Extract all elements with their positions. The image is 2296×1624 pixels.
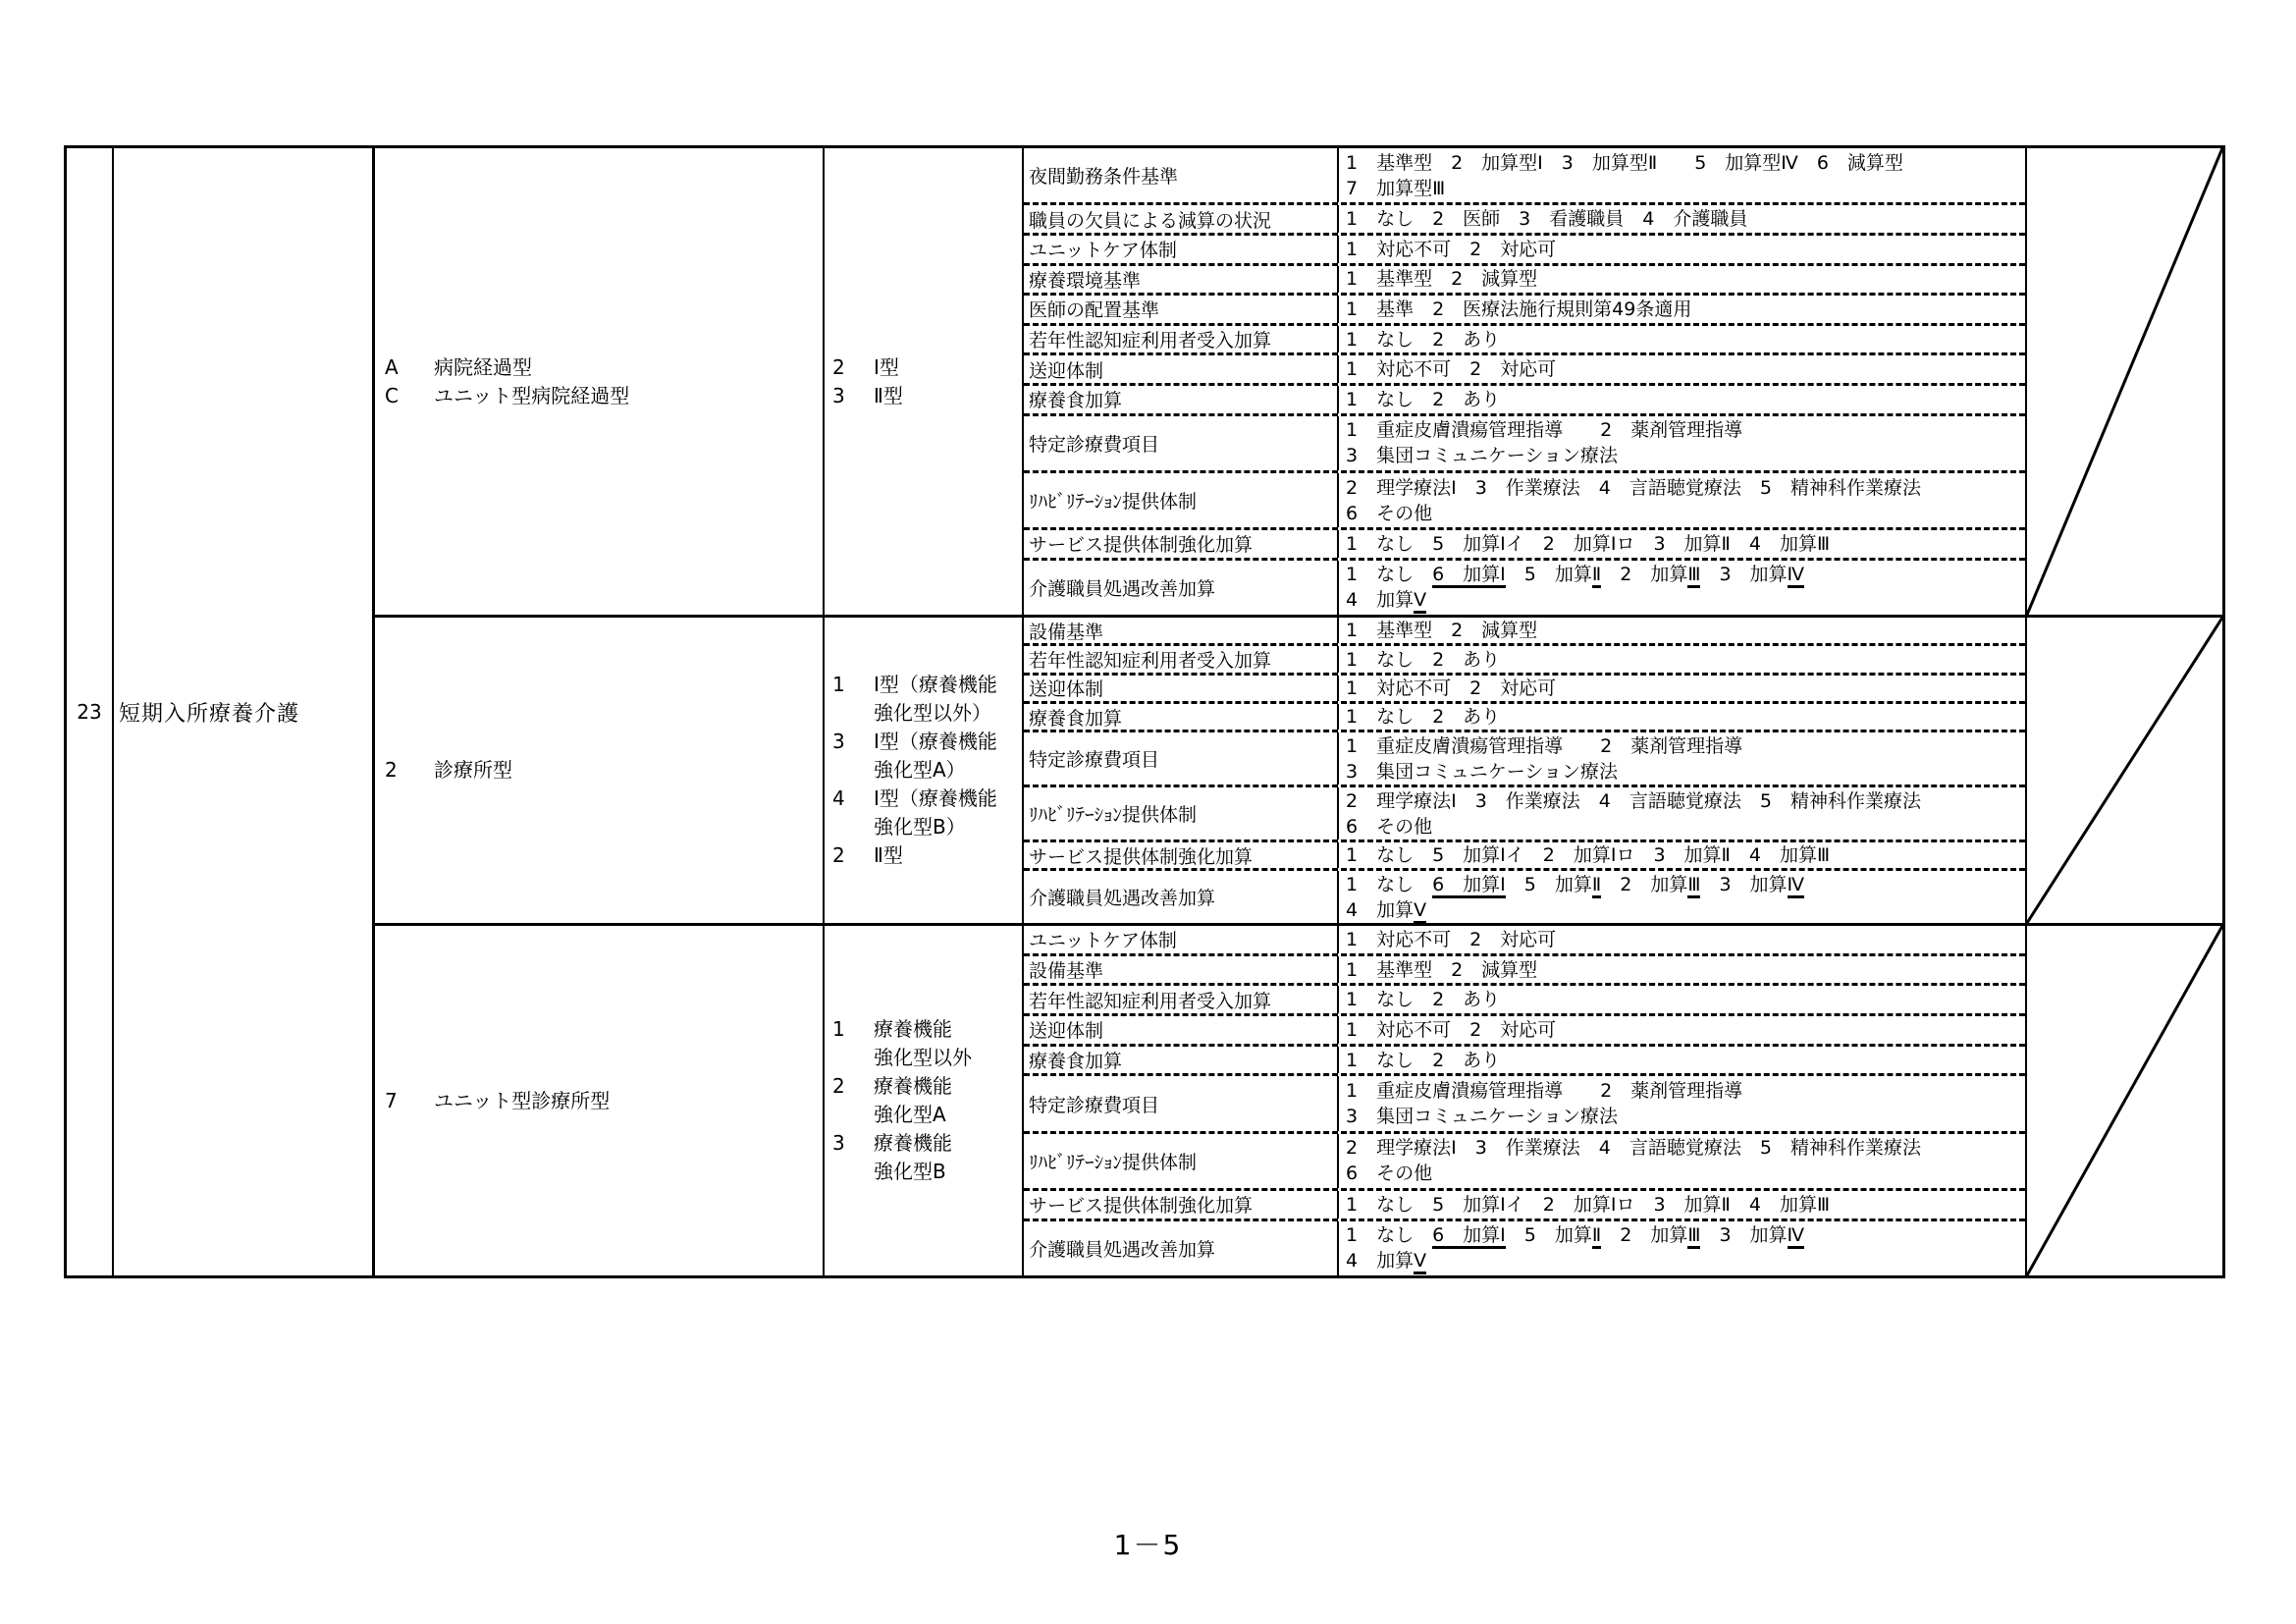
options-segment: 1 基準型 2 減算型	[1346, 958, 1538, 981]
line-text: 診療所型	[434, 758, 512, 782]
options-line	[1346, 987, 2025, 1012]
item-options	[1339, 646, 2025, 672]
item-name: 療養食加算	[1024, 704, 1339, 730]
item-options	[1339, 1221, 2025, 1275]
options-line	[1346, 237, 2025, 262]
labeled-line	[832, 728, 1022, 756]
item-options	[1339, 530, 2025, 558]
options-line	[1346, 676, 2025, 701]
line-number: 7	[385, 1088, 398, 1112]
options-line	[1346, 327, 2025, 352]
labeled-line	[832, 1015, 1022, 1044]
line-text: Ⅰ型（療養機能	[874, 786, 997, 810]
item-name: サービス提供体制強化加算	[1024, 842, 1339, 868]
labeled-line	[832, 785, 1022, 813]
options-segment: 1 なし 5 加算Ⅰイ 2 加算Ⅰロ 3 加算Ⅱ 4 加算Ⅲ	[1346, 532, 1831, 555]
options-segment: Ⅲ	[1687, 564, 1700, 588]
labeled-line	[832, 1072, 1022, 1101]
table-row	[1024, 926, 2025, 953]
line-text: Ⅱ型	[874, 383, 903, 407]
options-segment: 4 加算	[1346, 1250, 1415, 1272]
item-options	[1339, 355, 2025, 383]
item-name: 送迎体制	[1024, 355, 1339, 383]
options-segment: 1 対応不可 2 対応可	[1346, 238, 1557, 260]
line-number: 2	[385, 758, 398, 782]
item-options	[1339, 676, 2025, 701]
service-table	[64, 145, 2225, 1278]
labeled-line	[832, 1101, 1022, 1129]
item-options	[1339, 956, 2025, 984]
line-text: 強化型以外	[874, 1046, 972, 1069]
item-options	[1339, 1134, 2025, 1188]
options-line	[1346, 1222, 2025, 1248]
table-row	[1024, 983, 2025, 1013]
options-segment: 1 なし 5 加算Ⅰイ 2 加算Ⅰロ 3 加算Ⅱ 4 加算Ⅲ	[1346, 844, 1831, 867]
options-segment: 1 なし 2 あり	[1346, 648, 1501, 671]
facility-type-cell	[375, 926, 825, 1275]
options-line	[1346, 704, 2025, 730]
options-segment: 6 加算Ⅰ	[1432, 1224, 1506, 1249]
table-row	[1024, 383, 2025, 413]
options-segment: 6 その他	[1346, 502, 1433, 524]
labeled-line	[385, 353, 823, 382]
options-line	[1346, 206, 2025, 232]
options-segment: 1 なし 2 あり	[1346, 388, 1501, 410]
item-rows	[1024, 926, 2027, 1275]
table-row	[1024, 1013, 2025, 1044]
table-row	[1024, 1218, 2025, 1275]
options-line	[1346, 562, 2025, 587]
labeled-line	[832, 699, 1022, 728]
options-line	[1346, 647, 2025, 673]
options-segment: 1 基準 2 医療法施行規則第49条適用	[1346, 298, 1692, 320]
table-row	[1024, 558, 2025, 615]
item-options	[1339, 1047, 2025, 1074]
diagonal-line	[2027, 618, 2222, 923]
labeled-line	[832, 841, 1022, 870]
table-row	[1024, 470, 2025, 527]
labeled-line	[832, 756, 1022, 785]
line-text: 療養機能	[874, 1017, 952, 1041]
line-number: 4	[832, 786, 845, 810]
options-line	[1346, 150, 2025, 176]
options-segment: 1 なし 2 医師 3 看護職員 4 介護職員	[1346, 208, 1748, 231]
line-number: 3	[832, 383, 845, 407]
labeled-line	[832, 1044, 1022, 1072]
facility-type-cell	[375, 148, 825, 615]
options-segment: Ⅳ	[1788, 1224, 1805, 1249]
table-row	[1024, 618, 2025, 643]
options-line	[1346, 759, 2025, 785]
options-line	[1346, 1192, 2025, 1218]
labeled-line	[385, 382, 823, 410]
item-options	[1339, 732, 2025, 785]
subtype-cell	[825, 926, 1024, 1275]
item-name: 介護職員処遇改善加算	[1024, 1221, 1339, 1275]
table-row	[1024, 730, 2025, 785]
item-options	[1339, 266, 2025, 294]
line-number: 1	[832, 1017, 845, 1041]
line-number: 1	[832, 673, 845, 696]
line-number: 2	[832, 354, 845, 379]
options-segment: 1 重症皮膚潰瘍管理指導 2 薬剤管理指導	[1346, 734, 1743, 757]
options-line	[1346, 957, 2025, 983]
subtype-cell	[825, 148, 1024, 615]
item-name: 送迎体制	[1024, 1016, 1339, 1044]
line-number: C	[385, 383, 399, 407]
table-row	[1024, 233, 2025, 263]
options-segment: 1 重症皮膚潰瘍管理指導 2 薬剤管理指導	[1346, 1080, 1743, 1103]
options-line	[1346, 897, 2025, 923]
options-segment: 7 加算型Ⅲ	[1346, 177, 1446, 199]
table-row	[1024, 148, 2025, 202]
item-options	[1339, 842, 2025, 868]
line-number	[832, 699, 874, 728]
item-name: 療養食加算	[1024, 386, 1339, 413]
item-options	[1339, 704, 2025, 730]
line-number	[832, 1101, 874, 1129]
item-options	[1339, 561, 2025, 615]
options-line	[1346, 531, 2025, 557]
labeled-line	[832, 1158, 1022, 1186]
item-options	[1339, 618, 2025, 643]
line-text: 強化型A）	[874, 758, 966, 782]
sections-area	[375, 148, 2222, 1275]
labeled-line	[832, 1129, 1022, 1158]
item-name: サービス提供体制強化加算	[1024, 530, 1339, 558]
item-name: 若年性認知症利用者受入加算	[1024, 986, 1339, 1013]
options-segment: 3 加算	[1700, 873, 1788, 895]
options-segment: 6 その他	[1346, 815, 1433, 838]
line-text: 病院経過型	[434, 354, 532, 379]
table-row	[1024, 839, 2025, 868]
table-row	[1024, 868, 2025, 923]
item-name: 特定診療費項目	[1024, 416, 1339, 470]
item-options	[1339, 236, 2025, 263]
table-row	[1024, 643, 2025, 672]
options-line	[1346, 1135, 2025, 1161]
item-name: 職員の欠員による減算の状況	[1024, 205, 1339, 233]
options-segment: 1 なし 2 あり	[1346, 328, 1501, 351]
options-line	[1346, 176, 2025, 201]
table-row	[1024, 953, 2025, 984]
options-line	[1346, 927, 2025, 952]
options-segment: 1 なし 2 あり	[1346, 1049, 1501, 1071]
options-segment: 6 その他	[1346, 1163, 1433, 1185]
options-segment: 3 集団コミュニケーション療法	[1346, 760, 1618, 783]
options-segment: Ⅲ	[1687, 874, 1700, 898]
item-options	[1339, 986, 2025, 1013]
options-line	[1346, 842, 2025, 868]
options-segment: 3 加算	[1700, 564, 1788, 586]
table-row	[1024, 1073, 2025, 1130]
item-name: ﾘﾊﾋﾞﾘﾃｰｼｮﾝ提供体制	[1024, 473, 1339, 527]
line-text: 強化型以外）	[874, 701, 991, 725]
diagonal-cell	[2027, 926, 2222, 1275]
table-row	[1024, 785, 2025, 839]
item-options	[1339, 326, 2025, 353]
item-name: 設備基準	[1024, 618, 1339, 643]
options-segment: 4 加算	[1346, 589, 1415, 612]
options-segment: 1 対応不可 2 対応可	[1346, 1018, 1557, 1041]
options-segment: 2 理学療法Ⅰ 3 作業療法 4 言語聴覚療法 5 精神科作業療法	[1346, 789, 1921, 812]
service-name: 短期入所療養介護	[114, 148, 375, 1275]
table-row	[1024, 673, 2025, 701]
item-name: 設備基準	[1024, 956, 1339, 984]
options-segment: Ⅳ	[1788, 874, 1805, 898]
options-segment: Ⅴ	[1414, 589, 1426, 614]
labeled-line	[385, 1087, 823, 1115]
line-number: 3	[832, 1131, 845, 1155]
options-segment: 2 加算	[1601, 564, 1688, 586]
table-row	[1024, 527, 2025, 558]
service-section	[375, 923, 2222, 1275]
table-row	[1024, 202, 2025, 233]
options-segment: 3 加算	[1700, 1224, 1788, 1247]
options-line	[1346, 297, 2025, 322]
table-row	[1024, 1131, 2025, 1188]
options-segment: Ⅴ	[1414, 899, 1426, 923]
options-segment: Ⅴ	[1414, 1250, 1426, 1274]
options-segment: Ⅱ	[1592, 874, 1601, 898]
item-name: 介護職員処遇改善加算	[1024, 871, 1339, 923]
line-text: ユニット型病院経過型	[434, 383, 630, 407]
options-line	[1346, 475, 2025, 501]
labeled-line	[385, 756, 823, 785]
item-options	[1339, 386, 2025, 413]
options-segment: 1 なし 2 あり	[1346, 989, 1501, 1011]
options-line	[1346, 387, 2025, 412]
line-number	[832, 1044, 874, 1072]
options-segment: 5 加算	[1505, 873, 1592, 895]
line-number: 2	[832, 843, 845, 867]
options-line	[1346, 417, 2025, 443]
options-segment: 1 対応不可 2 対応可	[1346, 928, 1557, 950]
item-options	[1339, 416, 2025, 470]
table-row	[1024, 323, 2025, 353]
service-section	[375, 148, 2222, 615]
options-segment: 2 理学療法Ⅰ 3 作業療法 4 言語聴覚療法 5 精神科作業療法	[1346, 476, 1921, 499]
labeled-line	[832, 353, 1022, 382]
item-name: 療養環境基準	[1024, 266, 1339, 294]
options-segment: 5 加算	[1505, 1224, 1592, 1247]
options-segment: 3 集団コミュニケーション療法	[1346, 1106, 1618, 1128]
options-line	[1346, 501, 2025, 526]
options-line	[1346, 1248, 2025, 1273]
diagonal-line	[2027, 926, 2222, 1275]
options-segment: Ⅱ	[1592, 564, 1601, 588]
item-options	[1339, 296, 2025, 323]
options-segment: Ⅲ	[1687, 1224, 1700, 1249]
options-line	[1346, 266, 2025, 292]
options-segment: 1 重症皮膚潰瘍管理指導 2 薬剤管理指導	[1346, 419, 1743, 442]
options-segment: 2 理学療法Ⅰ 3 作業療法 4 言語聴覚療法 5 精神科作業療法	[1346, 1137, 1921, 1160]
item-name: 特定診療費項目	[1024, 732, 1339, 785]
item-options	[1339, 1191, 2025, 1218]
labeled-line	[832, 813, 1022, 841]
diagonal-line	[2027, 148, 2222, 615]
options-line	[1346, 587, 2025, 613]
options-line	[1346, 1017, 2025, 1043]
item-name: ユニットケア体制	[1024, 236, 1339, 263]
item-rows	[1024, 148, 2027, 615]
item-name: サービス提供体制強化加算	[1024, 1191, 1339, 1218]
item-options	[1339, 787, 2025, 839]
options-segment: 2 加算	[1601, 873, 1688, 895]
line-text: ユニット型診療所型	[434, 1088, 611, 1112]
line-number	[832, 1158, 874, 1186]
item-name: ﾘﾊﾋﾞﾘﾃｰｼｮﾝ提供体制	[1024, 787, 1339, 839]
line-number	[832, 813, 874, 841]
options-segment: 1 対応不可 2 対応可	[1346, 677, 1557, 699]
item-name: 特定診療費項目	[1024, 1076, 1339, 1130]
item-options	[1339, 473, 2025, 527]
options-segment: Ⅱ	[1592, 1224, 1601, 1249]
options-line	[1346, 1048, 2025, 1073]
options-line	[1346, 356, 2025, 382]
line-text: 強化型B	[874, 1160, 946, 1183]
item-name: 介護職員処遇改善加算	[1024, 561, 1339, 615]
options-segment: 6 加算Ⅰ	[1432, 564, 1506, 588]
line-text: Ⅰ型（療養機能	[874, 673, 997, 696]
item-options	[1339, 926, 2025, 953]
options-line	[1346, 443, 2025, 468]
line-text: Ⅱ型	[874, 843, 903, 867]
options-segment: 6 加算Ⅰ	[1432, 874, 1506, 898]
options-segment: 1 なし 5 加算Ⅰイ 2 加算Ⅰロ 3 加算Ⅱ 4 加算Ⅲ	[1346, 1193, 1831, 1216]
item-name: 療養食加算	[1024, 1047, 1339, 1074]
options-line	[1346, 733, 2025, 759]
options-segment: 1 なし 2 あり	[1346, 706, 1501, 729]
options-line	[1346, 618, 2025, 643]
item-options	[1339, 1016, 2025, 1044]
line-number: 3	[832, 730, 845, 753]
item-options	[1339, 871, 2025, 923]
labeled-line	[832, 671, 1022, 699]
options-segment: 2 加算	[1601, 1224, 1688, 1247]
item-name: 若年性認知症利用者受入加算	[1024, 646, 1339, 672]
item-name: 送迎体制	[1024, 676, 1339, 701]
options-line	[1346, 872, 2025, 897]
table-row	[1024, 293, 2025, 323]
options-segment: 1 なし	[1346, 873, 1433, 895]
diagonal-cell	[2027, 148, 2222, 615]
line-number: A	[385, 354, 399, 379]
options-line	[1346, 788, 2025, 814]
options-segment: 4 加算	[1346, 898, 1415, 921]
line-text: 強化型B）	[874, 815, 966, 839]
line-text: Ⅰ型	[874, 354, 899, 379]
line-text: 療養機能	[874, 1131, 952, 1155]
diagonal-cell	[2027, 618, 2222, 923]
item-name: 夜間勤務条件基準	[1024, 148, 1339, 202]
table-row	[1024, 352, 2025, 383]
page-number: 1－5	[1113, 1529, 1183, 1561]
line-text: Ⅰ型（療養機能	[874, 730, 997, 753]
service-section	[375, 615, 2222, 923]
table-row	[1024, 1188, 2025, 1218]
options-segment: 1 対応不可 2 対応可	[1346, 358, 1557, 381]
line-text: 強化型A	[874, 1103, 946, 1126]
labeled-line	[832, 382, 1022, 410]
item-name: 医師の配置基準	[1024, 296, 1339, 323]
item-name: ユニットケア体制	[1024, 926, 1339, 953]
options-line	[1346, 1104, 2025, 1129]
item-rows	[1024, 618, 2027, 923]
line-text: 療養機能	[874, 1074, 952, 1098]
table-row	[1024, 263, 2025, 294]
item-options	[1339, 1076, 2025, 1130]
options-segment: 1 なし	[1346, 1224, 1433, 1247]
facility-type-cell	[375, 618, 825, 923]
options-segment: 1 なし	[1346, 564, 1433, 586]
options-segment: 1 基準型 2 減算型	[1346, 268, 1538, 291]
options-segment: 1 基準型 2 減算型	[1346, 620, 1538, 642]
line-number: 2	[832, 1074, 845, 1098]
item-options	[1339, 148, 2025, 202]
options-segment: 5 加算	[1505, 564, 1592, 586]
item-name: 若年性認知症利用者受入加算	[1024, 326, 1339, 353]
table-row	[1024, 701, 2025, 730]
options-segment: Ⅳ	[1788, 564, 1805, 588]
table-row	[1024, 1044, 2025, 1074]
table-row	[1024, 413, 2025, 470]
service-number: 23	[67, 148, 114, 1275]
options-line	[1346, 814, 2025, 839]
options-line	[1346, 1161, 2025, 1186]
options-segment: 3 集団コミュニケーション療法	[1346, 445, 1618, 467]
subtype-cell	[825, 618, 1024, 923]
item-name: ﾘﾊﾋﾞﾘﾃｰｼｮﾝ提供体制	[1024, 1134, 1339, 1188]
line-number	[832, 756, 874, 785]
options-segment: 1 基準型 2 加算型Ⅰ 3 加算型Ⅱ 5 加算型Ⅳ 6 減算型	[1346, 151, 1903, 174]
options-line	[1346, 1078, 2025, 1104]
item-options	[1339, 205, 2025, 233]
